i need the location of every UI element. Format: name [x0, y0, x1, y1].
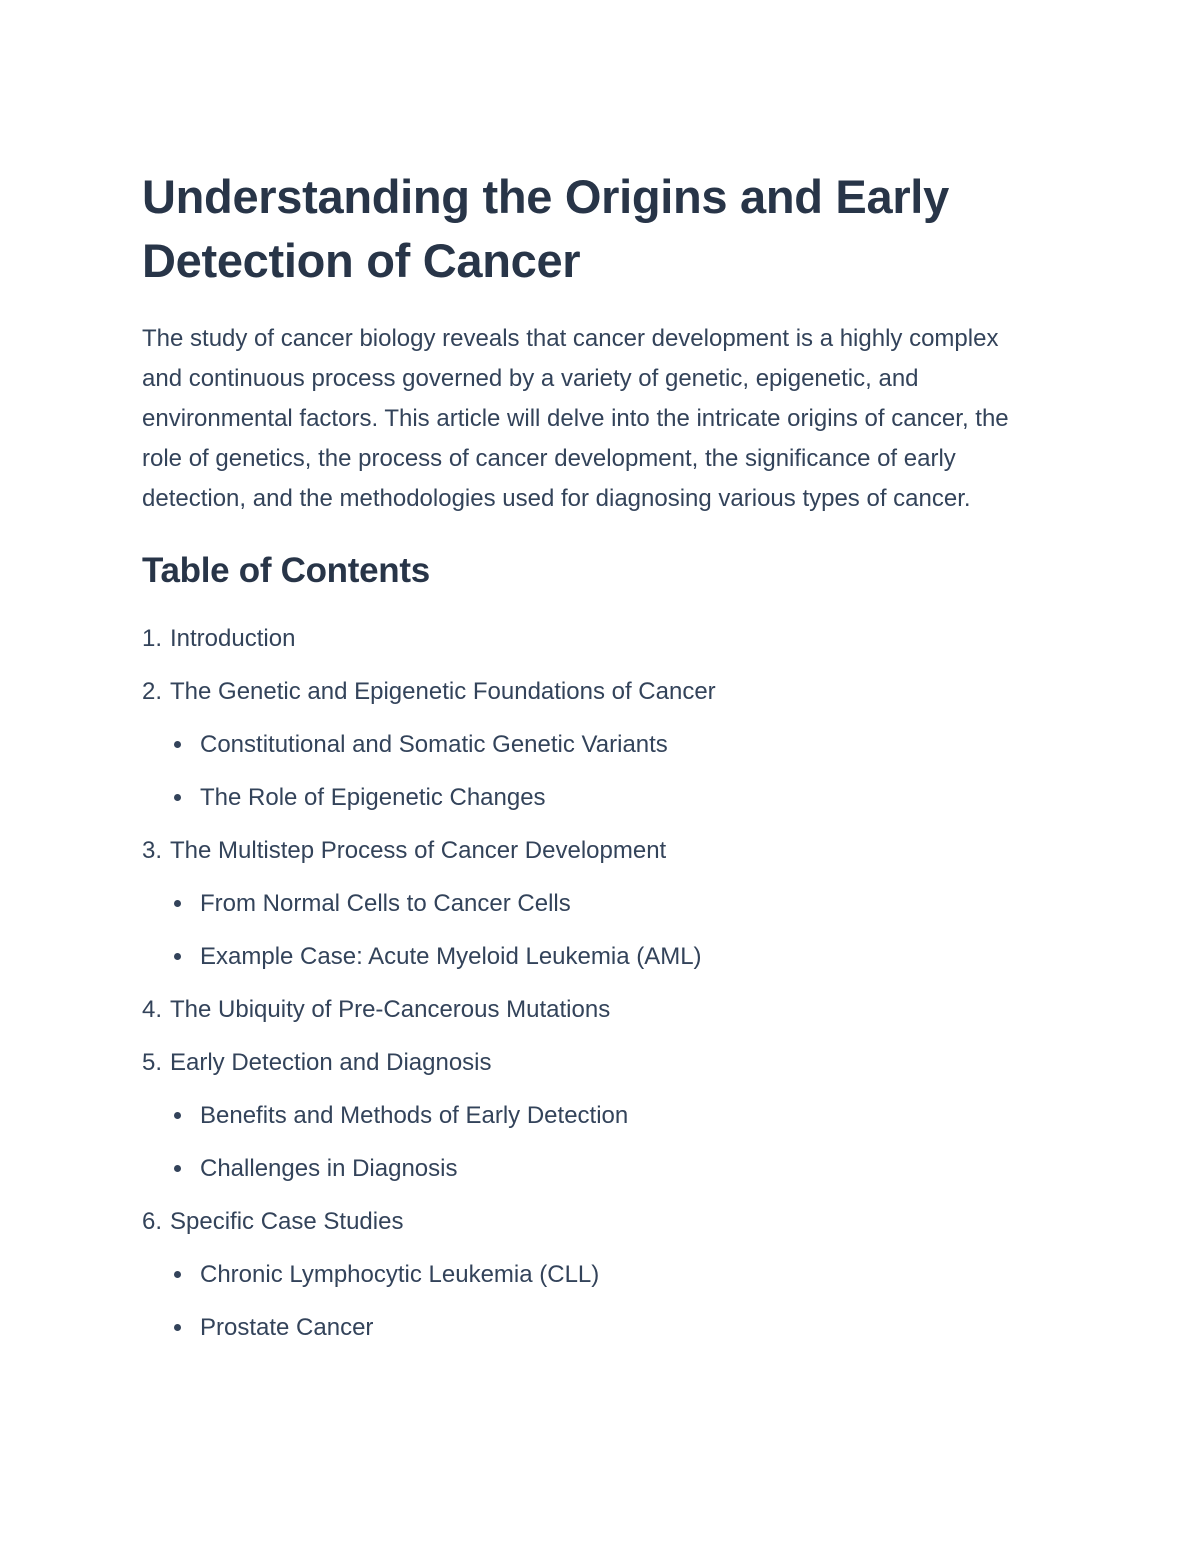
- toc-subitem: [142, 930, 1042, 983]
- toc-heading: Table of Contents: [142, 551, 430, 590]
- bullet-icon: [174, 794, 181, 801]
- document-title: Understanding the Origins and Early Detection of Cancer: [142, 170, 949, 287]
- toc-subsection-group: [142, 718, 1042, 824]
- bullet-icon: [174, 900, 181, 907]
- toc-subitem: [142, 1301, 1042, 1354]
- toc-item-label: The Multistep Process of Cancer Development: [170, 837, 667, 864]
- toc-sublist: [142, 877, 1042, 983]
- toc-subitem-label: Constitutional and Somatic Genetic Variants: [200, 731, 668, 758]
- toc-subsection-group: [142, 1248, 1042, 1354]
- bullet-icon: [174, 1324, 181, 1331]
- toc-item-label: Introduction: [170, 625, 296, 652]
- toc-subitem-label: Benefits and Methods of Early Detection: [200, 1102, 629, 1129]
- bullet-icon: [174, 1271, 181, 1278]
- toc-sublist: [142, 1248, 1042, 1354]
- toc-item: [142, 612, 1042, 665]
- toc-sublist: [142, 718, 1042, 824]
- toc-subitem: [142, 718, 1042, 771]
- toc-item-number: 4.: [142, 996, 163, 1023]
- toc-subitem: [142, 1089, 1042, 1142]
- toc-item: [142, 1195, 1042, 1248]
- document-page: [142, 165, 1042, 1354]
- toc-item-number: 1.: [142, 625, 163, 652]
- toc-subitem: [142, 1142, 1042, 1195]
- bullet-icon: [174, 741, 181, 748]
- toc-subitem: [142, 877, 1042, 930]
- intro-paragraph: The study of cancer biology reveals that cancer development is a highly complex and continuous process governed by a variety of genetic, epigenetic, and environmental factors. This article will delve into the intricate origins of cancer, the role of genetics, the process of cancer development, the significance of early detection, and the methodologies used for diagnosing various types of cancer.: [142, 325, 1009, 512]
- bullet-icon: [174, 1165, 181, 1172]
- toc-item-label: Early Detection and Diagnosis: [170, 1049, 492, 1076]
- toc-subitem-label: Chronic Lymphocytic Leukemia (CLL): [200, 1261, 600, 1288]
- toc-item-number: 5.: [142, 1049, 163, 1076]
- bullet-icon: [174, 1112, 181, 1119]
- toc-item-number: 6.: [142, 1208, 163, 1235]
- toc-subitem: [142, 1248, 1042, 1301]
- toc-sublist: [142, 1089, 1042, 1195]
- toc-item-label: The Genetic and Epigenetic Foundations of Cancer: [170, 678, 716, 705]
- bullet-icon: [174, 953, 181, 960]
- table-of-contents: [142, 612, 1042, 1354]
- toc-item: [142, 824, 1042, 877]
- toc-item-number: 2.: [142, 678, 163, 705]
- toc-subitem-label: The Role of Epigenetic Changes: [200, 784, 546, 811]
- toc-item-number: 3.: [142, 837, 163, 864]
- toc-item-label: The Ubiquity of Pre-Cancerous Mutations: [170, 996, 611, 1023]
- toc-subitem: [142, 771, 1042, 824]
- toc-subitem-label: Challenges in Diagnosis: [200, 1155, 458, 1182]
- toc-item-label: Specific Case Studies: [170, 1208, 404, 1235]
- toc-subitem-label: Prostate Cancer: [200, 1314, 374, 1341]
- toc-subsection-group: [142, 1089, 1042, 1195]
- toc-item: [142, 1036, 1042, 1089]
- toc-subitem-label: From Normal Cells to Cancer Cells: [200, 890, 571, 917]
- toc-subitem-label: Example Case: Acute Myeloid Leukemia (AML): [200, 943, 702, 970]
- toc-item: [142, 983, 1042, 1036]
- toc-item: [142, 665, 1042, 718]
- toc-subsection-group: [142, 877, 1042, 983]
